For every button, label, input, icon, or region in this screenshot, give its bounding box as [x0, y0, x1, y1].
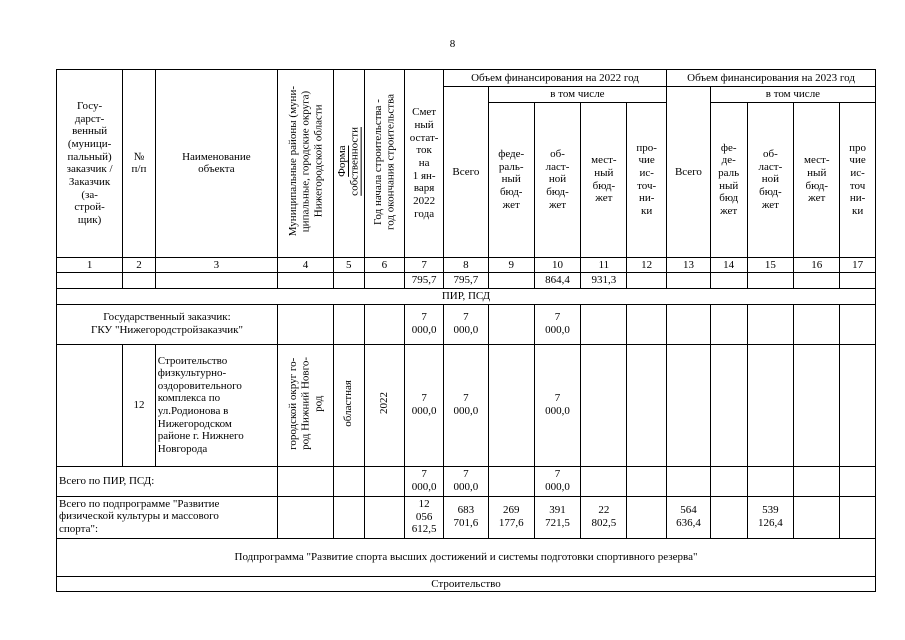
table-cell: 795,7 — [405, 273, 444, 289]
column-numbers-row — [57, 257, 876, 273]
col-number: 8 — [443, 257, 488, 273]
customer-label: Государственный заказчик: ГКУ "Нижегородстройзаказчик" — [57, 304, 278, 344]
col-number: 10 — [534, 257, 581, 273]
object-total-2022: 7 000,0 — [443, 344, 488, 466]
table-cell: 795,7 — [443, 273, 488, 289]
subprogram-regional-2023: 539 126,4 — [747, 496, 794, 538]
customer-row — [57, 304, 876, 344]
pir-total-label: Всего по ПИР, ПСД: — [57, 466, 278, 496]
col-number: 5 — [334, 257, 365, 273]
header-ownership: Форма собственности — [336, 127, 361, 196]
col-number: 2 — [123, 257, 156, 273]
object-regional-2022: 7 000,0 — [534, 344, 581, 466]
object-years-cell — [364, 344, 405, 466]
object-estimate: 7 000,0 — [405, 344, 444, 466]
header-other-2023: про чие ис- точ ни- ки — [840, 102, 876, 257]
col-number: 9 — [488, 257, 534, 273]
header-incl-2023: в том числе — [710, 87, 875, 103]
section-pir: ПИР, ПСД — [57, 288, 876, 304]
header-federal-2023: фе- де- раль ный бюд жет — [710, 102, 747, 257]
table-cell — [627, 273, 667, 289]
customer-estimate: 7 000,0 — [405, 304, 444, 344]
table-cell — [155, 273, 277, 289]
subprogram-regional-2022: 391 721,5 — [534, 496, 581, 538]
header-regional-2023: об- ласт- ной бюд- жет — [747, 102, 794, 257]
pir-total-2022: 7 000,0 — [443, 466, 488, 496]
table-cell — [794, 273, 840, 289]
col-number: 7 — [405, 257, 444, 273]
table-cell — [667, 273, 711, 289]
pir-total-row — [57, 466, 876, 496]
subprogram-total-row — [57, 496, 876, 538]
header-local-2023: мест- ный бюд- жет — [794, 102, 840, 257]
object-row — [57, 344, 876, 466]
object-num: 12 — [123, 344, 156, 466]
header-estimate: Смет ный остат- ток на 1 ян- варя 2022 года — [405, 70, 444, 258]
header-fin-2023: Объем финансирования на 2023 год — [667, 70, 876, 87]
header-incl-2022: в том числе — [488, 87, 666, 103]
subprogram-estimate: 12 056 612,5 — [405, 496, 444, 538]
pir-total-regional-2022: 7 000,0 — [534, 466, 581, 496]
col-number: 17 — [840, 257, 876, 273]
pir-total-estimate: 7 000,0 — [405, 466, 444, 496]
table-cell — [710, 273, 747, 289]
table-cell — [488, 273, 534, 289]
table-cell — [364, 273, 405, 289]
table-cell — [277, 273, 333, 289]
object-district-cell — [277, 344, 333, 466]
object-years: 2022 — [378, 392, 391, 415]
col-number: 14 — [710, 257, 747, 273]
header-customer: Госу- дарст- венный (муници- пальный) заказчик / Заказчик (за- строй- щик) — [57, 70, 123, 258]
table-cell — [57, 273, 123, 289]
subprogram-local-2022: 22 802,5 — [581, 496, 627, 538]
header-num: № п/п — [123, 70, 156, 258]
header-fin-2022: Объем финансирования на 2022 год — [443, 70, 666, 87]
col-number: 12 — [627, 257, 667, 273]
header-federal-2022: феде- раль- ный бюд- жет — [488, 102, 534, 257]
customer-regional-2022: 7 000,0 — [534, 304, 581, 344]
table-cell — [334, 273, 365, 289]
section-construction: Строительство — [57, 576, 876, 592]
header-years: Год начала строительства - год окончания строительства — [371, 93, 397, 230]
object-name: Строительство физкультурно- оздоровительного комплекса по ул.Родионова в Нижегородском районе г. Нижнего Новгорода — [155, 344, 277, 466]
financing-table — [56, 69, 876, 592]
object-district: городской округ го- род Нижний Новго- род — [286, 356, 324, 450]
table-cell — [123, 273, 156, 289]
header-total-2023: Всего — [667, 87, 711, 258]
col-number: 13 — [667, 257, 711, 273]
col-number: 15 — [747, 257, 794, 273]
header-other-2022: про- чие ис- точ- ни- ки — [627, 102, 667, 257]
col-number: 11 — [581, 257, 627, 273]
header-local-2022: мест- ный бюд- жет — [581, 102, 627, 257]
page-number: 8 — [449, 38, 456, 50]
col-number: 16 — [794, 257, 840, 273]
header-object-name: Наименование объекта — [155, 70, 277, 258]
col-number: 1 — [57, 257, 123, 273]
subprogram-total-label: Всего по подпрограмме "Развитие физической культуры и массового спорта": — [57, 496, 278, 538]
subprogram-total-2022: 683 701,6 — [443, 496, 488, 538]
table-cell — [747, 273, 794, 289]
subprogram-total-2023: 564 636,4 — [667, 496, 711, 538]
header-districts: Муниципальные районы (муни- ципальные, городские округа) Нижегородской области — [286, 86, 324, 237]
col-number: 6 — [364, 257, 405, 273]
subprogram-federal-2022: 269 177,6 — [488, 496, 534, 538]
header-years-cell — [364, 70, 405, 258]
table-cell: 931,3 — [581, 273, 627, 289]
header-ownership-cell — [334, 70, 365, 258]
carry-row — [57, 273, 876, 289]
col-number: 3 — [155, 257, 277, 273]
object-ownership: областная — [342, 379, 355, 427]
col-number: 4 — [277, 257, 333, 273]
header-total-2022: Всего — [443, 87, 488, 258]
table-cell — [840, 273, 876, 289]
object-ownership-cell — [334, 344, 365, 466]
table-cell: 864,4 — [534, 273, 581, 289]
subprogram-title: Подпрограмма "Развитие спорта высших достижений и системы подготовки спортивного резерва" — [57, 538, 876, 576]
header-regional-2022: об- ласт- ной бюд- жет — [534, 102, 581, 257]
header-districts-cell — [277, 70, 333, 258]
customer-total-2022: 7 000,0 — [443, 304, 488, 344]
